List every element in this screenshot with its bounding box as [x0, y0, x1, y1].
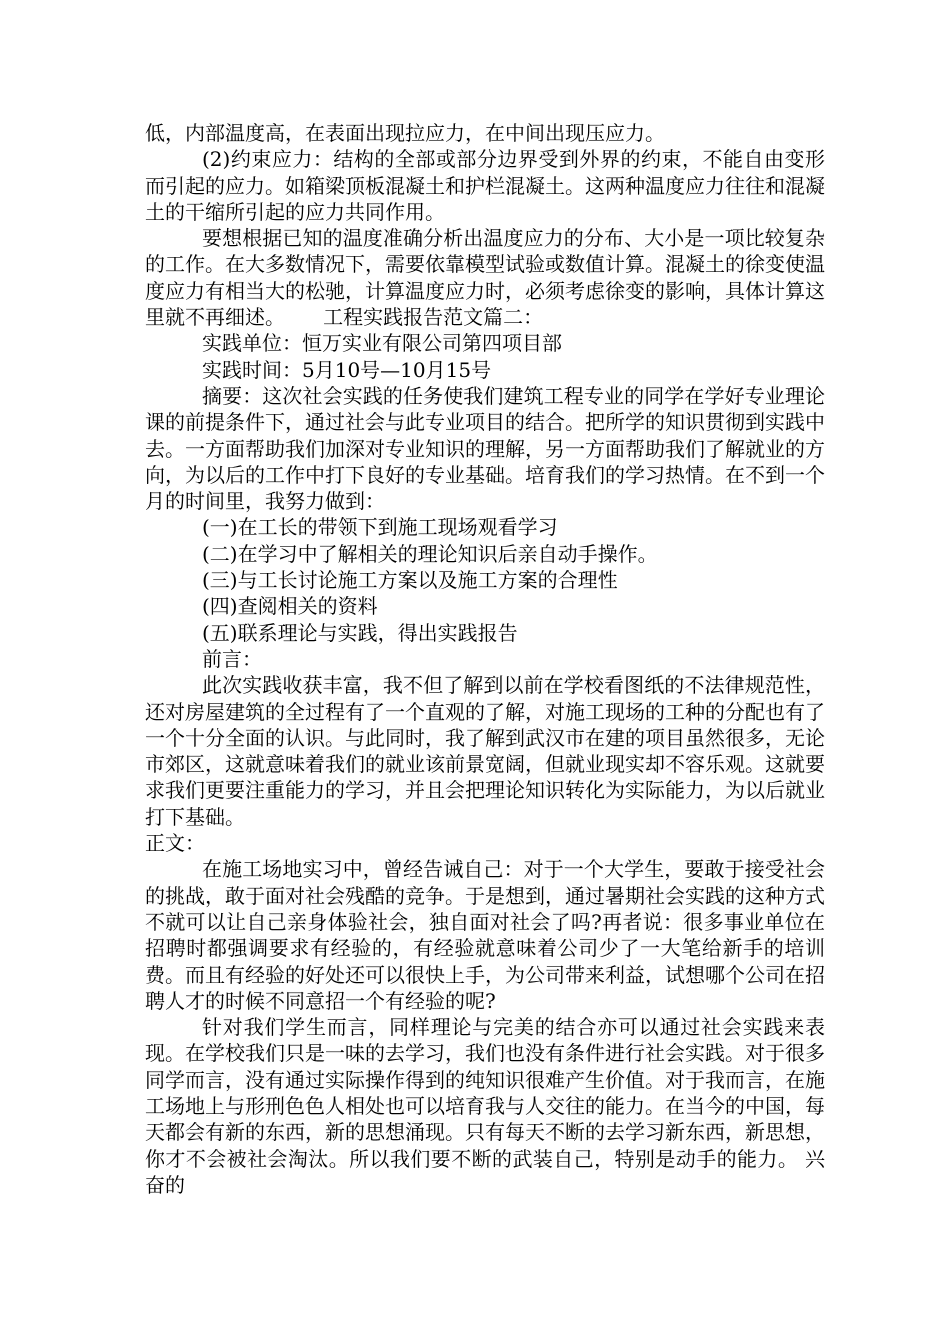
paragraph: (三)与工长讨论施工方案以及施工方案的合理性: [202, 568, 618, 593]
paragraph: (四)查阅相关的资料: [202, 594, 378, 619]
paragraph: 此次实践收获丰富，我不但了解到以前在学校看图纸的不法律规范性，还对房屋建筑的全过程有了一个直观的了解，对施工现场的工种的分配也有了一个十分全面的认识。与此同时，我了解到武汉市在建的项目虽然很多，无论市郊区，这就意味着我们的就业该前景宽阔，但就业现实却不容乐观。这就要求我们更要注重能力的学习，并且会把理论知识转化为实际能力，为以后就业打下基础。: [145, 673, 825, 829]
paragraph: 正文：: [145, 831, 205, 856]
paragraph: 实践单位：恒万实业有限公司第四项目部: [202, 331, 562, 356]
paragraph: (2)约束应力：结构的全部或部分边界受到外界的约束，不能自由变形而引起的应力。如箱梁顶板混凝土和护栏混凝土。这两种温度应力往往和混凝土的干缩所引起的应力共同作用。: [145, 147, 825, 224]
paragraph: 实践时间：5月10号—10月15号: [202, 357, 492, 382]
paragraph: 摘要：这次社会实践的任务使我们建筑工程专业的同学在学好专业理论课的前提条件下，通过社会与此专业项目的结合。把所学的知识贯彻到实践中去。一方面帮助我们加深对专业知识的理解，另一方面帮助我们了解就业的方向，为以后的工作中打下良好的专业基础。培育我们的学习热情。在不到一个月的时间里，我努力做到：: [145, 383, 825, 514]
paragraph: 针对我们学生而言，同样理论与完美的结合亦可以通过社会实践来表现。在学校我们只是一味的去学习，我们也没有条件进行社会实践。对于很多同学而言，没有通过实际操作得到的纯知识很难产生价值。对于我而言，在施工场地上与形刑色色人相处也可以培育我与人交往的能力。在当今的中国，每天都会有新的东西，新的思想涌现。只有每天不断的去学习新东西，新思想，你才不会被社会淘汰。所以我们要不断的武装自己，特别是动手的能力。 兴奋的: [145, 1015, 825, 1197]
paragraph: 低，内部温度高，在表面出现拉应力，在中间出现压应力。: [145, 121, 665, 145]
paragraph: (二)在学习中了解相关的理论知识后亲自动手操作。: [202, 541, 658, 566]
paragraph: 要想根据已知的温度准确分析出温度应力的分布、大小是一项比较复杂的工作。在大多数情况下，需要依靠模型试验或数值计算。混凝土的徐变使温度应力有相当大的松驰，计算温度应力时，必须考虑徐变的影响，具体计算这里就不再细述。 工程实践报告范文篇二：: [145, 226, 825, 330]
paragraph: 在施工场地实习中，曾经告诫自己：对于一个大学生，要敢于接受社会的挑战，敢于面对社会残酷的竞争。于是想到，通过暑期社会实践的这种方式不就可以让自己亲身体验社会，独自面对社会了吗?再者说：很多事业单位在招聘时都强调要求有经验的，有经验就意味着公司少了一大笔给新手的培训费。而且有经验的好处还可以很快上手，为公司带来利益，试想哪个公司在招聘人才的时候不同意招一个有经验的呢?: [145, 857, 825, 1013]
paragraph: 前言：: [202, 646, 262, 671]
paragraph: (一)在工长的带领下到施工现场观看学习: [202, 515, 558, 540]
paragraph: (五)联系理论与实践，得出实践报告: [202, 620, 518, 645]
document-page: [145, 120, 825, 1198]
